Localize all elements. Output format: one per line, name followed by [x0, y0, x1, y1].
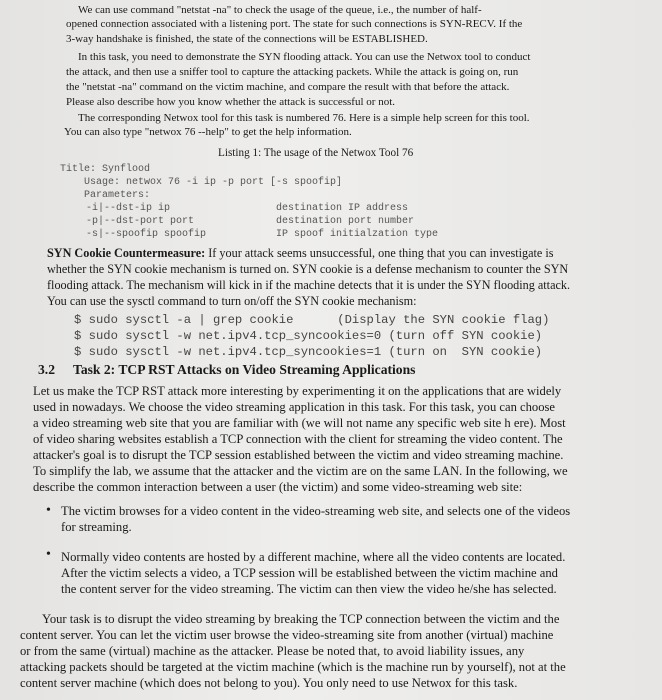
- listing-param2-flag: -p|--dst-port port: [86, 216, 195, 227]
- para4-line5: attacker's goal is to disrupt the TCP session established between the victim and video streaming machine.: [33, 448, 564, 462]
- syn-cookie-title: SYN Cookie Countermeasure:: [47, 246, 206, 260]
- listing-title: Title: Synflood: [60, 164, 151, 175]
- bullet-marker-1: •: [46, 503, 51, 518]
- syn-cookie-line4: You can use the sysctl command to turn on/off the SYN cookie mechanism:: [47, 294, 417, 308]
- syn-cookie-line3: flooding attack. The mechanism will kick in if the machine detects that it is under the SYN flooding attack.: [47, 278, 571, 292]
- para4-line1: Let us make the TCP RST attack more interesting by experimenting it on the applications that are widely: [33, 384, 562, 398]
- para2-line4: Please also describe how you know whether the attack is successful or not.: [66, 96, 395, 108]
- command-line-1: $ sudo sysctl -a | grep cookie (Display the SYN cookie flag): [74, 313, 550, 327]
- bullet1-line1: The victim browses for a video content in the video-streaming web site, and selects one of the videos: [61, 504, 571, 518]
- listing-parameters-heading: Parameters:: [84, 190, 151, 201]
- para1-line3: 3-way handshake is finished, the state of the connections will be ESTABLISHED.: [66, 33, 428, 45]
- para4-line6: To simplify the lab, we assume that the attacker and the victim are on the same LAN. In the following, we: [33, 464, 568, 478]
- bullet2-line3: the content server for the video streaming. The victim can then view the video he/she has selected.: [61, 582, 557, 596]
- para4-line3: a video streaming web site that you are familiar with (we will not name any specific web site h ere). Most: [33, 416, 566, 430]
- para4-line7: describe the common interaction between a user (the victim) and some video-streaming web site:: [33, 480, 523, 494]
- listing-param3-desc: IP spoof initialzation type: [276, 229, 439, 240]
- section-number: 3.2: [38, 362, 55, 377]
- listing-param3-flag: -s|--spoofip spoofip: [86, 229, 207, 240]
- para5-line2: content server. You can let the victim user browse the video-streaming site from another (virtual) machine: [20, 628, 554, 642]
- para2-line3: the "netstat -na" command on the victim machine, and compare the result with that before the attack.: [66, 81, 510, 93]
- para2-line1: In this task, you need to demonstrate the SYN flooding attack. You can use the Netwox tool to conduct: [78, 51, 531, 63]
- para5-line3: or from the same (virtual) machine as the attacker. Please be noted that, to avoid liability issues, any: [20, 644, 525, 658]
- listing-param1-flag: -i|--dst-ip ip: [86, 203, 171, 214]
- syn-cookie-line1: [47, 246, 553, 261]
- bullet2-line2: After the victim selects a video, a TCP session will be established between the victim machine and: [61, 566, 558, 580]
- bullet-marker-2: •: [46, 547, 51, 562]
- para5-line1: Your task is to disrupt the video streaming by breaking the TCP connection between the victim and the: [42, 612, 560, 626]
- bullet1-line2: for streaming.: [61, 520, 132, 534]
- listing-param1-desc: destination IP address: [276, 203, 409, 214]
- command-line-3: $ sudo sysctl -w net.ipv4.tcp_syncookies=1 (turn on SYN cookie): [74, 345, 543, 359]
- section-title: Task 2: TCP RST Attacks on Video Streaming Applications: [73, 362, 416, 377]
- para2-line2: the attack, and then use a sniffer tool to capture the attacking packets. While the attack is going on, run: [66, 66, 519, 78]
- para3-line1: The corresponding Netwox tool for this task is numbered 76. Here is a simple help screen for this tool.: [78, 112, 530, 124]
- para5-line5: content server machine (which does not belong to you). You only need to use Netwox for this task.: [20, 676, 518, 690]
- para1-line2: opened connection associated with a listening port. The state for such connections is SYN-RECV. If the: [66, 18, 523, 30]
- listing-caption: Listing 1: The usage of the Netwox Tool 76: [218, 147, 414, 159]
- para3-line2: You can also type "netwox 76 --help" to get the help information.: [64, 126, 352, 138]
- para4-line2: used in nowadays. We choose the video streaming application in this task. For this task, you can choose: [33, 400, 555, 414]
- para4-line4: of video sharing websites establish a TCP connection with the client for streaming the video content. The: [33, 432, 563, 446]
- listing-param2-desc: destination port number: [276, 216, 415, 227]
- para5-line4: attacking packets should be targeted at the victim machine (which is the machine run by yourself), not at the: [20, 660, 566, 674]
- syn-cookie-line2: whether the SYN cookie mechanism is turned on. SYN cookie is a defense mechanism to counter the SYN: [47, 262, 569, 276]
- para1-line1: We can use command "netstat -na" to check the usage of the queue, i.e., the number of half-: [78, 4, 482, 16]
- command-line-2: $ sudo sysctl -w net.ipv4.tcp_syncookies=0 (turn off SYN cookie): [74, 329, 543, 343]
- bullet2-line1: Normally video contents are hosted by a different machine, where all the video contents are located.: [61, 550, 566, 564]
- syn-cookie-line1-text: If your attack seems unsuccessful, one thing that you can investigate is: [205, 246, 554, 260]
- listing-usage: Usage: netwox 76 -i ip -p port [-s spoofip]: [84, 177, 343, 188]
